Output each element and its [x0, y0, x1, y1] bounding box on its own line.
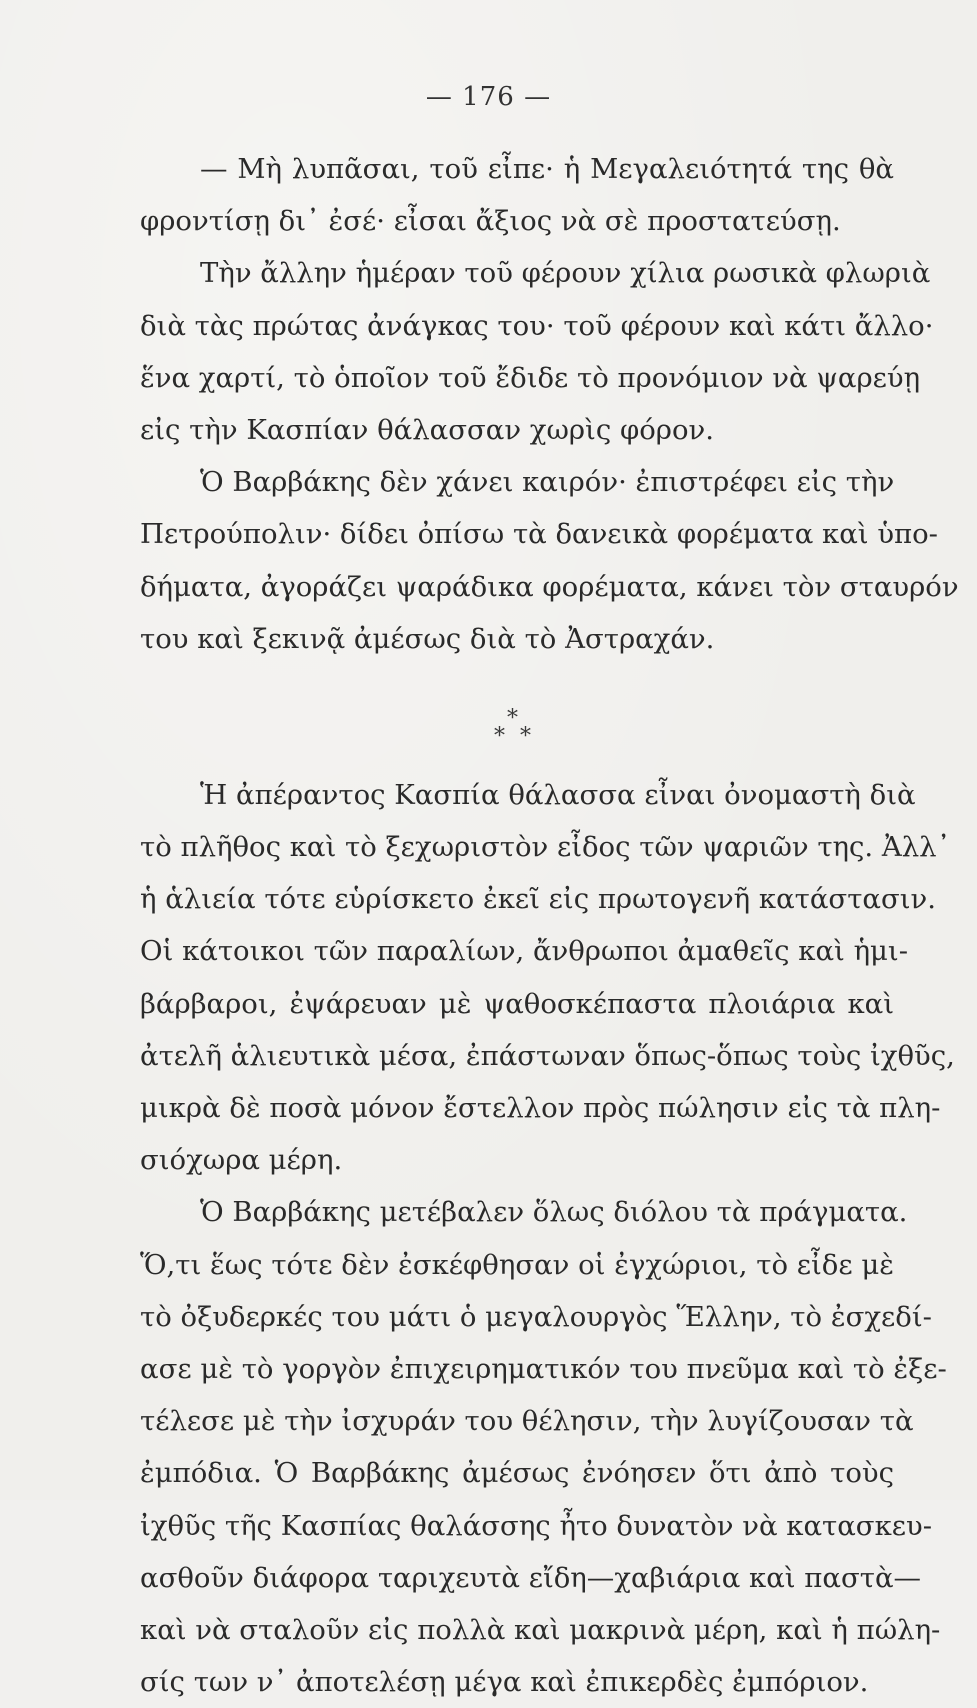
text-line: ἀτελῆ ἁλιευτικὰ μέσα, ἐπάστωναν ὅπως-ὅπως τοὺς ἰχθῦς,: [140, 1039, 955, 1072]
asterism-star: *: [520, 723, 531, 749]
section-separator: [140, 665, 894, 769]
text-line: Πετρούπολιν· δίδει ὀπίσω τὰ δανεικὰ φορέματα καὶ ὑπο-: [140, 518, 938, 551]
text-line: Ὁ Βαρβάκης δὲν χάνει καιρόν· ἐπιστρέφει εἰς τὴν: [200, 466, 895, 499]
text-line: ἕνα χαρτί, τὸ ὁποῖον τοῦ ἔδιδε τὸ προνόμιον νὰ ψαρεύῃ: [140, 361, 921, 394]
asterism-star: *: [507, 705, 518, 731]
text-line: δήματα, ἀγοράζει ψαράδικα φορέματα, κάνει τὸν σταυρόν: [140, 570, 959, 603]
text-line: Ὁ Βαρβάκης μετέβαλεν ὅλως διόλου τὰ πράγματα.: [200, 1196, 908, 1229]
text-line: τέλεσε μὲ τὴν ἰσχυράν του θέλησιν, τὴν λυγίζουσαν τὰ: [140, 1405, 914, 1438]
text-line: βάρβαροι, ἐψάρευαν μὲ ψαθοσκέπαστα πλοιάρια καὶ: [140, 987, 894, 1020]
text-line: ασθοῦν διάφορα ταριχευτὰ εἴδη—χαβιάρια καὶ παστὰ—: [140, 1561, 922, 1594]
text-line: Ἡ ἀπέραντος Κασπία θάλασσα εἶναι ὀνομαστὴ διὰ: [200, 778, 916, 811]
text-line: Τὴν ἄλλην ἡμέραν τοῦ φέρουν χίλια ρωσικὰ φλωριὰ: [200, 257, 931, 290]
text-line: εἰς τὴν Κασπίαν θάλασσαν χωρὶς φόρον.: [140, 413, 714, 446]
text-line: ἐμπόδια. Ὁ Βαρβάκης ἀμέσως ἐνόησεν ὅτι ἀπὸ τοὺς: [140, 1457, 894, 1490]
text-line: Ὅ,τι ἕως τότε δὲν ἐσκέφθησαν οἱ ἐγχώριοι, τὸ εἶδε μὲ: [140, 1248, 894, 1281]
text-line: Οἱ κάτοικοι τῶν παραλίων, ἄνθρωποι ἀμαθεῖς καὶ ἡμι-: [140, 935, 908, 968]
text-line: — Μὴ λυπᾶσαι, τοῦ εἶπε· ἡ Μεγαλειότητά της θὰ: [200, 153, 894, 185]
text-line: καὶ νὰ σταλοῦν εἰς πολλὰ καὶ μακρινὰ μέρη, καὶ ἡ πώλη-: [140, 1613, 941, 1646]
text-line: ασε μὲ τὸ γοργὸν ἐπιχειρηματικόν του πνεῦμα καὶ τὸ ἐξε-: [140, 1352, 947, 1385]
text-line: τὸ ὀξυδερκές του μάτι ὁ μεγαλουργὸς Ἕλλην, τὸ ἐσχεδί-: [140, 1300, 932, 1333]
page-number: — 176 —: [425, 82, 552, 112]
text-line: σιόχωρα μέρη.: [140, 1144, 343, 1177]
text-line: σίς των ν᾽ ἀποτελέσῃ μέγα καὶ ἐπικερδὲς ἐμπόριον.: [140, 1666, 869, 1699]
text-line: φροντίσῃ δι᾽ ἐσέ· εἶσαι ἄξιος νὰ σὲ προστατεύσῃ.: [140, 205, 841, 238]
text-line: ἰχθῦς τῆς Κασπίας θαλάσσης ἦτο δυνατὸν νὰ κατασκευ-: [140, 1509, 933, 1542]
text-line: τὸ πλῆθος καὶ τὸ ξεχωριστὸν εἶδος τῶν ψαριῶν της. Ἀλλ᾽: [140, 831, 951, 864]
text-line: ἡ ἁλιεία τότε εὑρίσκετο ἐκεῖ εἰς πρωτογενῆ κατάστασιν.: [140, 883, 936, 916]
text-line: του καὶ ξεκινᾷ ἀμέσως διὰ τὸ Ἀστραχάν.: [140, 622, 715, 655]
body-text: [140, 143, 959, 1708]
text-line: διὰ τὰς πρώτας ἀνάγκας του· τοῦ φέρουν καὶ κάτι ἄλλο·: [140, 309, 934, 342]
asterism-star: *: [494, 723, 505, 749]
text-line: μικρὰ δὲ ποσὰ μόνον ἔστελλον πρὸς πώλησιν εἰς τὰ πλη-: [140, 1092, 941, 1124]
